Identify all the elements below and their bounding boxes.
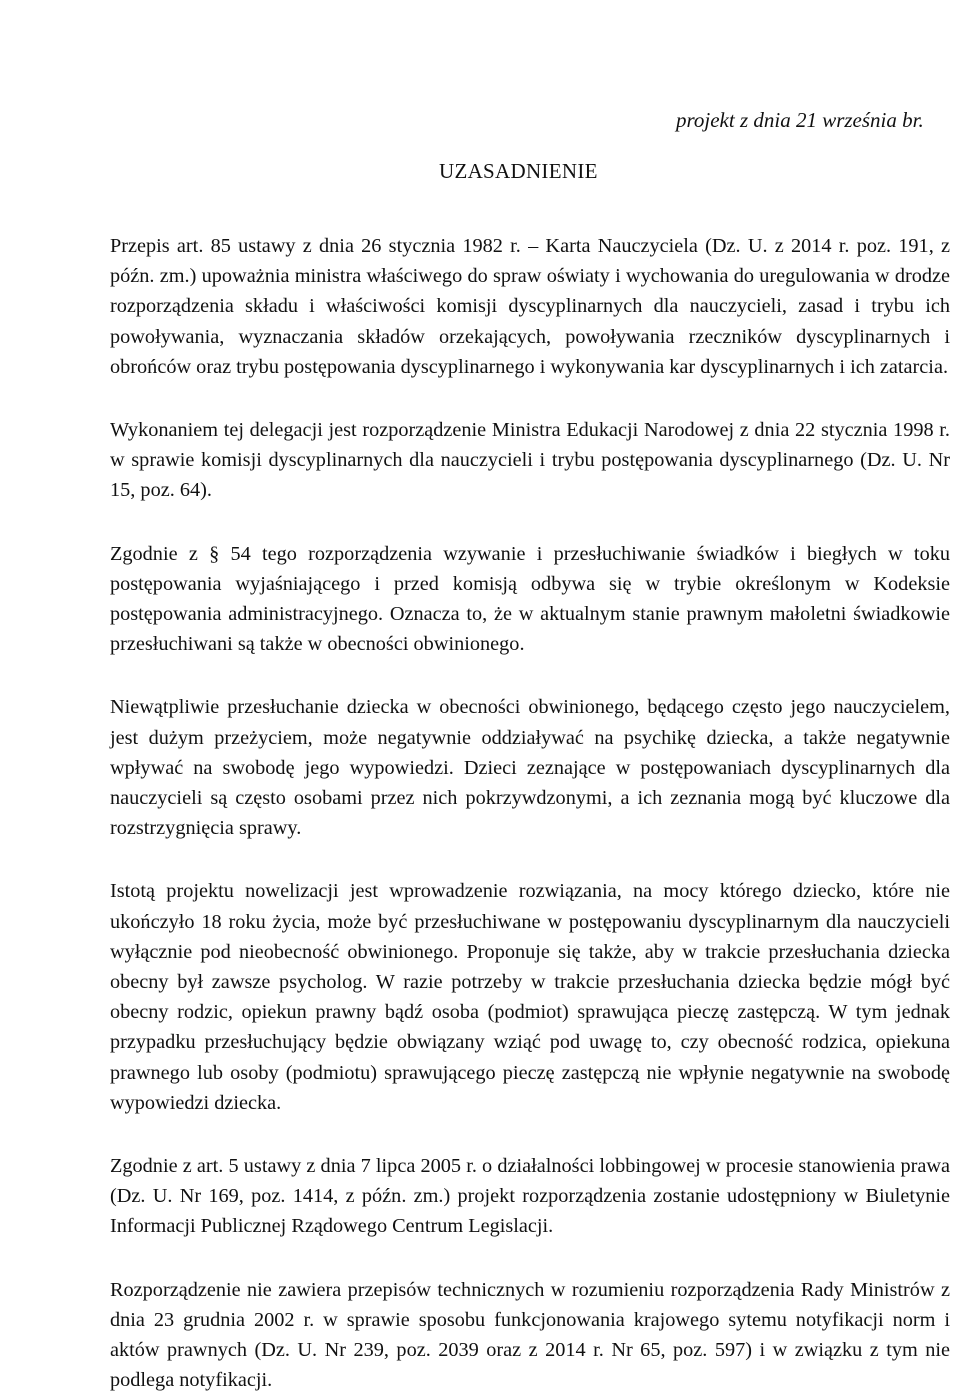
document-title: UZASADNIENIE [439,159,598,183]
paragraph-notification: Rozporządzenie nie zawiera przepisów technicznych w rozumieniu rozporządzenia Rady Ministrów z dnia 23 grudnia 2002 r. w sprawie sposobu funkcjonowania krajowego sytemu notyfikacji norm i aktów prawnych (Dz. U. Nr 239, poz. 2039 oraz z 2014 r. Nr 65, poz. 597) i w związku z tym nie podlega notyfikacji. [110,1278,950,1392]
paragraph-proposal: Istotą projektu nowelizacji jest wprowadzenie rozwiązania, na mocy którego dziecko, które nie ukończyło 18 roku życia, może być przesłuchiwane w postępowaniu dyscyplinarnym dla nauczycieli wyłącznie pod nieobecność obwinionego. Proponuje się także, aby w trakcie przesłuchania dziecka obecny był zawsze psycholog. W razie potrzeby w trakcie przesłuchania dziecka będzie mógł być obecny rodzic, opiekun prawny bądź osoba (podmiot) sprawująca pieczę zastępczą. W tym jednak przypadku przesłuchujący będzie obwiązany wziąć pod uwagę to, czy obecność rodzica, opiekuna prawnego lub osoby (podmiotu) sprawującego pieczę zastępczą nie wpłynie negatywnie na swobodę wypowiedzi dziecka. [110,880,950,1114]
document-body [110,231,950,1396]
paragraph-lobbying: Zgodnie z art. 5 ustawy z dnia 7 lipca 2005 r. o działalności lobbingowej w procesie stanowienia prawa (Dz. U. Nr 169, poz. 1414, z późn. zm.) projekt rozporządzenia zostanie udostępniony w Biuletynie Informacji Publicznej Rządowego Centrum Legislacji. [110,1155,950,1238]
paragraph-legal-basis: Przepis art. 85 ustawy z dnia 26 stycznia 1982 r. – Karta Nauczyciela (Dz. U. z 2014 r. poz. 191, z późn. zm.) upoważnia ministra właściwego do spraw oświaty i wychowania do uregulowania w drodze rozporządzenia składu i właściwości komisji dyscyplinarnych dla nauczycieli, zasad i trybu ich powoływania, wyznaczania składów orzekających, powoływania rzeczników dyscyplinarnych i obrońców oraz trybu postępowania dyscyplinarnego i wykonywania kar dyscyplinarnych i ich zatarcia. [110,235,950,378]
paragraph-delegation: Wykonaniem tej delegacji jest rozporządzenie Ministra Edukacji Narodowej z dnia 22 stycznia 1998 r. w sprawie komisji dyscyplinarnych dla nauczycieli i trybu postępowania dyscyplinarnego (Dz. U. Nr 15, poz. 64). [110,419,950,502]
paragraph-current-state: Zgodnie z § 54 tego rozporządzenia wzywanie i przesłuchiwanie świadków i biegłych w toku postępowania wyjaśniającego i przed komisją odbywa się w trybie określonym w Kodeksie postępowania administracyjnego. Oznacza to, że w aktualnym stanie prawnym małoletni świadkowie przesłuchiwani są także w obecności obwinionego. [110,542,950,656]
paragraph-child-impact: Niewątpliwie przesłuchanie dziecka w obecności obwinionego, będącego często jego nauczycielem, jest dużym przeżyciem, może negatywnie oddziaływać na psychikę dziecka, a także negatywnie wpływać na swobodę jego wypowiedzi. Dzieci zeznające w postępowaniach dyscyplinarnych dla nauczycieli są często osobami przez nich pokrzywdzonymi, a ich zeznania mogą być kluczowe dla rozstrzygnięcia sprawy. [110,696,950,840]
draft-date-note: projekt z dnia 21 września br. [676,108,924,132]
